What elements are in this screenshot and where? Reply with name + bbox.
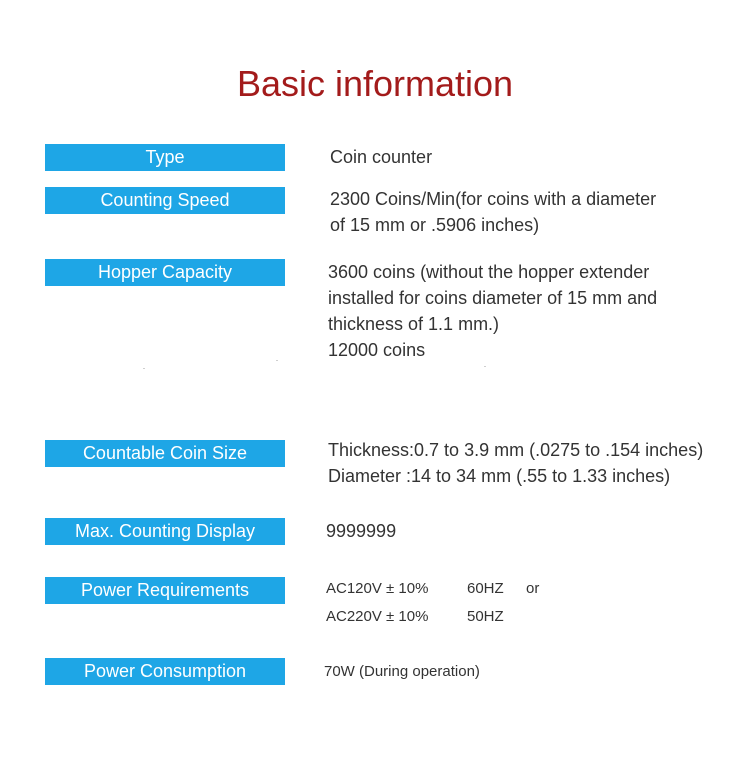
value-line: installed for coins diameter of 15 mm and [328, 288, 658, 308]
value-counting-speed [330, 186, 656, 238]
label-power-consumption: Power Consumption [45, 658, 285, 685]
label-hopper-capacity: Hopper Capacity [45, 259, 285, 286]
value-line: Coin counter [330, 147, 433, 167]
label-power-requirements: Power Requirements [45, 577, 285, 604]
value-coin-size [328, 437, 703, 489]
value-line: 12000 coins [328, 340, 426, 356]
power-line-2 [326, 606, 539, 628]
value-hopper-capacity [328, 260, 748, 356]
value-line: of 15 mm or .5906 inches) [330, 215, 540, 235]
label-type: Type [45, 144, 285, 171]
voltage-220: AC220V ± 10% [326, 608, 429, 625]
value-power-requirements [326, 578, 539, 628]
value-type [330, 144, 432, 170]
label-counting-speed: Counting Speed [45, 187, 285, 214]
value-line: 2300 Coins/Min(for coins with a diameter [330, 189, 657, 209]
value-line: 3600 coins (without the hopper extender [328, 262, 650, 282]
artifact-dot [484, 366, 486, 367]
value-power-consumption [324, 661, 480, 683]
value-line: Diameter :14 to 34 mm (.55 to 1.33 inches) [328, 466, 671, 486]
freq-60: 60HZ [467, 580, 504, 597]
value-line: Thickness:0.7 to 3.9 mm (.0275 to .154 inches) [328, 440, 704, 460]
page-title: Basic information [236, 63, 514, 104]
voltage-120: AC120V ± 10% [326, 580, 429, 597]
label-max-display: Max. Counting Display [45, 518, 285, 545]
artifact-dot [143, 368, 145, 369]
value-line: 9999999 [326, 521, 397, 541]
or-text: or [526, 580, 540, 597]
value-line: 70W (During operation) [324, 663, 480, 680]
value-line: thickness of 1.1 mm.) [328, 314, 500, 334]
value-max-display [326, 518, 396, 544]
freq-50: 50HZ [467, 608, 504, 625]
label-coin-size: Countable Coin Size [45, 440, 285, 467]
artifact-dot [276, 360, 278, 361]
hopper-capacity-clip [328, 260, 748, 356]
power-line-1 [326, 578, 539, 600]
